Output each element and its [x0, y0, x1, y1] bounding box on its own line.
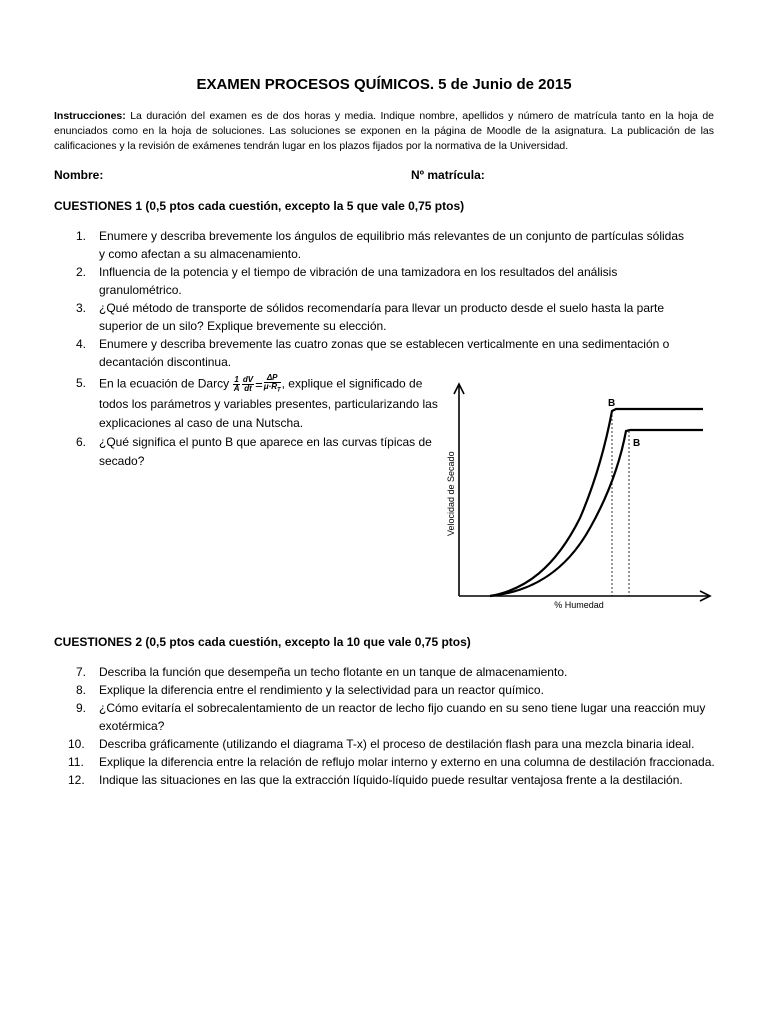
question-7 [54, 663, 719, 681]
instructions-text: La duración del examen es de dos horas y media. Indique nombre, apellidos y número de matrícula tanto en la hoja de enunciados como en la hoja de soluciones. Las soluciones se exponen en la página de Moodle de la asignatura. La publicación de las calificaciones y la revisión de exámenes tendrán lugar en los plazos fijados por la normativa de la Universidad. [54, 110, 714, 152]
question-10 [54, 735, 719, 753]
question-number: 1. [76, 229, 87, 243]
question-4 [54, 335, 689, 371]
question-2 [54, 263, 689, 299]
question-11 [54, 753, 719, 771]
point-b-label-2: B [633, 438, 641, 449]
question-text: Indique las situaciones en las que la extracción líquido-líquido puede resultar ventajosa frente a la destilación. [99, 773, 683, 787]
question-text-before: En la ecuación de Darcy [99, 376, 230, 391]
question-number: 3. [76, 301, 87, 315]
question-number: 6. [76, 434, 87, 449]
point-b-label-1: B [608, 398, 616, 409]
exam-title: EXAMEN PROCESOS QUÍMICOS. 5 de Junio de 2015 [196, 76, 572, 93]
eq-fraction-3: $\frac{\Delta P}{\mu\cdot R_T}$ [263, 373, 281, 394]
question-number: 4. [76, 337, 87, 351]
eq-fraction-2: $\frac{dV}{dt}$ [242, 374, 254, 393]
drying-curve-figure [430, 378, 720, 618]
question-12 [54, 771, 719, 789]
question-text: Explique la diferencia entre la relación de reflujo molar interno y externo en una columna de destilación fraccionada. [99, 755, 715, 769]
question-6 [54, 433, 439, 471]
question-number: 10. [68, 737, 85, 751]
question-text: Enumere y describa brevemente los ángulos de equilibrio más relevantes de un conjunto de partículas sólidas y como afectan a su almacenamiento. [99, 229, 685, 261]
section1-list [54, 227, 689, 371]
question-number: 8. [76, 683, 87, 697]
eq-equals: = [255, 376, 263, 392]
x-axis-label: % Humedad [554, 600, 604, 610]
question-text: Describa gráficamente (utilizando el diagrama T-x) el proceso de destilación flash para una mezcla binaria ideal. [99, 737, 695, 751]
section2-list [54, 663, 719, 789]
question-text: Influencia de la potencia y el tiempo de vibración de una tamizadora en los resultados del análisis granulométrico. [99, 265, 618, 297]
question-number: 2. [76, 265, 87, 279]
instructions-label: Instrucciones: [54, 110, 126, 122]
matricula-label: Nº matrícula: [411, 168, 485, 182]
question-text: ¿Qué significa el punto B que aparece en las curvas típicas de secado? [99, 434, 432, 468]
question-text: Enumere y describa brevemente las cuatro zonas que se establecen verticalmente en una sedimentación o decantación discontinua. [99, 337, 670, 369]
question-text: Describa la función que desempeña un techo flotante en un tanque de almacenamiento. [99, 665, 568, 679]
question-8 [54, 681, 719, 699]
question-5 [54, 374, 439, 433]
drying-curve-1 [490, 409, 703, 596]
instructions-paragraph [54, 109, 714, 154]
question-number: 12. [68, 773, 85, 787]
question-9 [54, 699, 719, 735]
section1-heading: CUESTIONES 1 (0,5 ptos cada cuestión, excepto la 5 que vale 0,75 ptos) [54, 199, 465, 213]
drying-curve-2 [490, 430, 703, 596]
student-fields [54, 168, 714, 182]
eq-fraction-1: $\frac{1}{A}$ [233, 374, 240, 393]
question-text: Explique la diferencia entre el rendimiento y la selectividad para un reactor químico. [99, 683, 544, 697]
section1-list-cont [54, 374, 439, 471]
name-label: Nombre: [54, 168, 104, 182]
question-text: ¿Cómo evitaría el sobrecalentamiento de un reactor de lecho fijo cuando en su seno tiene lugar una reacción muy exotérmica? [99, 701, 706, 733]
question-number: 9. [76, 701, 87, 715]
question-1 [54, 227, 689, 263]
section2-heading: CUESTIONES 2 (0,5 ptos cada cuestión, excepto la 10 que vale 0,75 ptos) [54, 635, 471, 649]
question-text-after: , explique el significado de todos los parámetros y variables presentes, particularizando las explicaciones al caso de una Nutscha. [99, 376, 438, 430]
question-text: ¿Qué método de transporte de sólidos recomendaría para llevar un producto desde el suelo hasta la parte superior de un silo? Explique brevemente su elección. [99, 301, 665, 333]
y-axis-label: Velocidad de Secado [446, 451, 456, 536]
question-3 [54, 299, 689, 335]
question-number: 7. [76, 665, 87, 679]
question-number: 11. [68, 755, 84, 769]
question-number: 5. [76, 376, 87, 390]
